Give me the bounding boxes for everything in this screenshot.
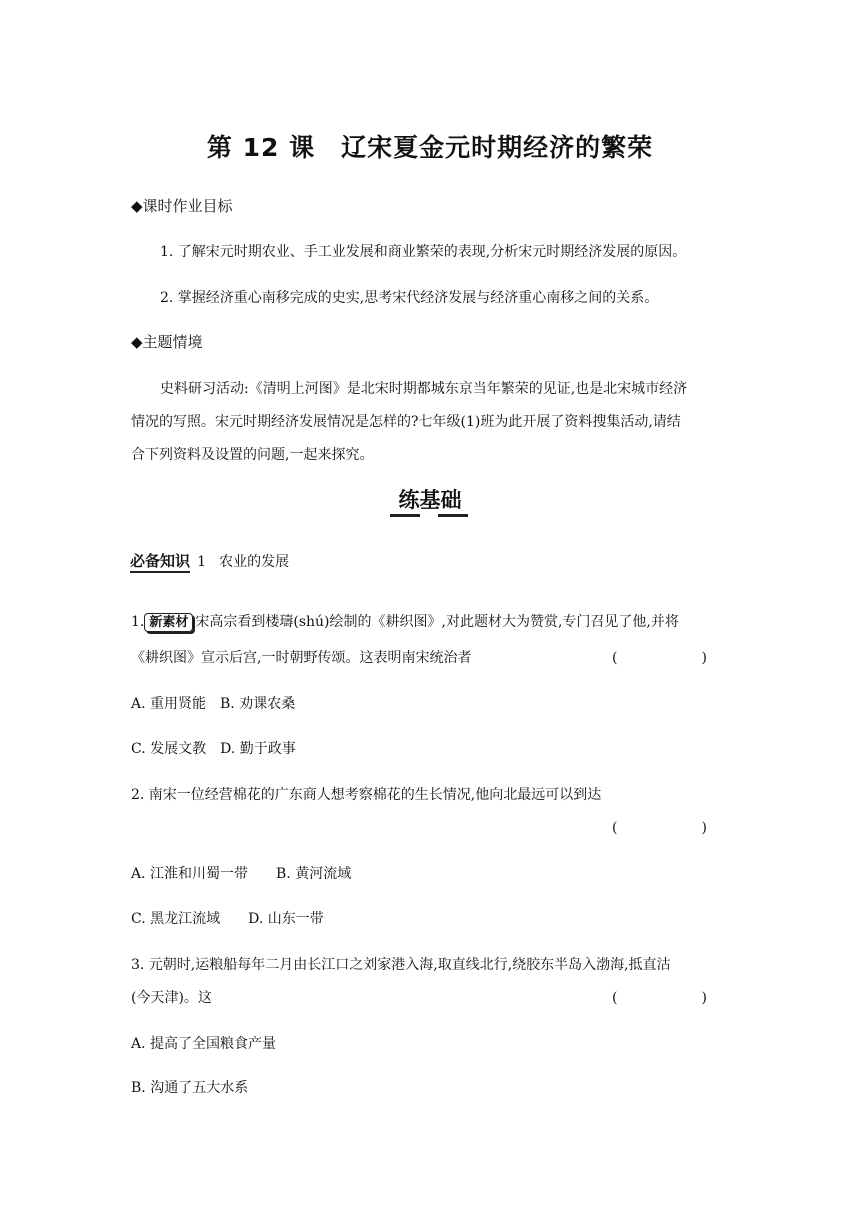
new-material-badge: 新素材 — [144, 613, 193, 632]
question-3-options-row-1: A. 提高了全国粮食产量 — [131, 1036, 277, 1052]
context-heading: ◆主题情境 — [131, 333, 203, 351]
context-line-2: 情况的写照。宋元时期经济发展情况是怎样的?七年级(1)班为此开展了资料搜集活动,请结 — [131, 414, 681, 430]
question-1-line-2: 《耕织图》宣示后宫,一时朝野传颂。这表明南宋统治者 — [131, 650, 472, 666]
knowledge-topic: 农业的发展 — [219, 554, 290, 570]
question-1-line-1 — [131, 611, 679, 632]
question-1-answer-blank: ( ) — [612, 650, 707, 666]
knowledge-number: 1 — [197, 554, 207, 570]
question-2-line-1: 2. 南宋一位经营棉花的广东商人想考察棉花的生长情况,他向北最远可以到达 — [131, 787, 602, 803]
question-1-options-row-2: C. 发展文教 D. 勤于政事 — [131, 741, 296, 757]
question-2-options-row-1: A. 江淮和川蜀一带 B. 黄河流域 — [131, 866, 352, 882]
knowledge-header — [130, 550, 289, 571]
question-3-answer-blank: ( ) — [612, 990, 707, 1006]
question-3-line-1: 3. 元朝时,运粮船每年二月由长江口之刘家港入海,取直线北行,绕胶东半岛入渤海,抵直沽 — [131, 957, 671, 973]
practice-title: 练基础 — [398, 488, 462, 512]
question-3-options-row-2: B. 沟通了五大水系 — [131, 1080, 249, 1096]
goal-item-1: 1. 了解宋元时期农业、手工业发展和商业繁荣的表现,分析宋元时期经济发展的原因。 — [160, 244, 687, 260]
goal-item-2: 2. 掌握经济重心南移完成的史实,思考宋代经济发展与经济重心南移之间的关系。 — [160, 290, 659, 306]
question-1-text: 宋高宗看到楼璹(shú)绘制的《耕织图》,对此题材大为赞赏,专门召见了他,并将 — [195, 614, 679, 630]
question-3-line-2: (今天津)。这 — [131, 990, 212, 1006]
page-title: 第 12 课 辽宋夏金元时期经济的繁荣 — [206, 133, 654, 162]
goals-heading: ◆课时作业目标 — [131, 197, 233, 215]
context-line-1: 史料研习活动:《清明上河图》是北宋时期都城东京当年繁荣的见证,也是北宋城市经济 — [160, 381, 688, 397]
question-1-number: 1. — [131, 614, 145, 630]
question-1-options-row-1: A. 重用贤能 B. 劝课农桑 — [131, 696, 296, 712]
question-2-options-row-2: C. 黑龙江流域 D. 山东一带 — [131, 911, 324, 927]
context-line-3: 合下列资料及设置的问题,一起来探究。 — [131, 447, 374, 463]
required-knowledge-badge: 必备知识 — [130, 552, 190, 573]
question-2-answer-blank: ( ) — [612, 820, 707, 836]
practice-underline-left — [390, 514, 420, 517]
practice-underline-right — [438, 514, 468, 517]
